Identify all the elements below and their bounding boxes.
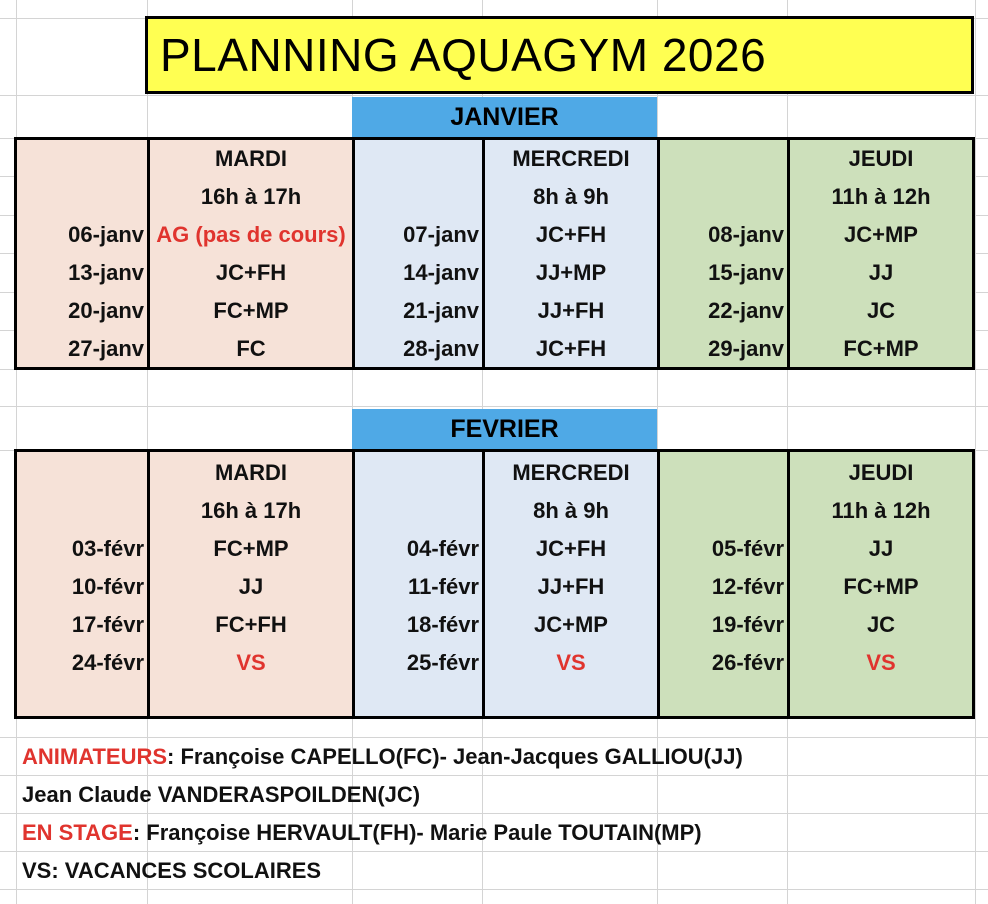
staff-cell[interactable]: VS bbox=[236, 650, 266, 675]
page-title: PLANNING AQUAGYM 2026 bbox=[160, 29, 767, 81]
legend-stage-label: EN STAGE bbox=[22, 820, 133, 845]
date-cell[interactable]: 08-janv bbox=[708, 222, 784, 247]
legend-stage-text: : Françoise HERVAULT(FH)- Marie Paule TOUTAIN(MP) bbox=[132, 820, 702, 845]
legend-en-stage[interactable] bbox=[22, 814, 702, 852]
day-label-mardi: MARDI bbox=[214, 146, 288, 171]
staff-cell[interactable]: JC+FH bbox=[535, 222, 607, 247]
staff-cell[interactable]: JJ bbox=[868, 260, 894, 285]
staff-cell[interactable]: JC+FH bbox=[535, 536, 607, 561]
date-cell[interactable]: 12-févr bbox=[711, 574, 784, 599]
staff-cell[interactable]: AG (pas de cours) bbox=[156, 222, 346, 247]
thursday-staff-column bbox=[790, 452, 972, 716]
date-cell[interactable]: 21-janv bbox=[403, 298, 479, 323]
hours-label: 8h à 9h bbox=[533, 498, 609, 523]
date-cell[interactable]: 19-févr bbox=[711, 612, 784, 637]
legend-animateurs-label: ANIMATEURS bbox=[22, 744, 168, 769]
date-cell[interactable]: 03-févr bbox=[71, 536, 144, 561]
staff-cell[interactable]: VS bbox=[556, 650, 586, 675]
date-cell[interactable]: 28-janv bbox=[403, 336, 479, 361]
staff-cell[interactable]: JC+MP bbox=[534, 612, 608, 637]
thursday-date-column bbox=[660, 452, 790, 716]
staff-cell[interactable]: FC+MP bbox=[843, 336, 919, 361]
grid-row-line bbox=[0, 406, 988, 407]
legend-animateurs[interactable] bbox=[22, 738, 743, 776]
month-header-janvier[interactable]: JANVIER bbox=[352, 97, 657, 137]
staff-cell[interactable]: FC+MP bbox=[213, 536, 289, 561]
staff-cell[interactable]: JJ+MP bbox=[535, 260, 607, 285]
month-header-fevrier[interactable]: FEVRIER bbox=[352, 409, 657, 449]
date-cell[interactable]: 07-janv bbox=[403, 222, 479, 247]
grid-col-line bbox=[975, 0, 976, 904]
legend-animateurs-line2[interactable]: Jean Claude VANDERASPOILDEN(JC) bbox=[22, 782, 421, 807]
title-banner[interactable] bbox=[145, 16, 974, 94]
date-cell[interactable]: 29-janv bbox=[708, 336, 784, 361]
hours-label: 16h à 17h bbox=[200, 184, 302, 209]
day-label-jeudi: JEUDI bbox=[848, 146, 914, 171]
tuesday-date-column bbox=[17, 140, 150, 367]
legend-animateurs-text: : Françoise CAPELLO(FC)- Jean-Jacques GALLIOU(JJ) bbox=[167, 744, 743, 769]
hours-label: 11h à 12h bbox=[831, 184, 931, 209]
staff-cell[interactable]: FC+MP bbox=[213, 298, 289, 323]
hours-label: 11h à 12h bbox=[831, 498, 931, 523]
date-cell[interactable]: 18-févr bbox=[406, 612, 479, 637]
wednesday-staff-column bbox=[485, 140, 660, 367]
staff-cell[interactable]: FC bbox=[236, 336, 266, 361]
day-label-mercredi: MERCREDI bbox=[512, 146, 630, 171]
hours-label: 16h à 17h bbox=[200, 498, 302, 523]
date-cell[interactable]: 06-janv bbox=[68, 222, 144, 247]
date-cell[interactable]: 25-févr bbox=[406, 650, 479, 675]
tuesday-staff-column bbox=[150, 452, 355, 716]
wednesday-date-column bbox=[355, 140, 485, 367]
schedule-table-fevrier bbox=[14, 449, 975, 719]
thursday-staff-column bbox=[790, 140, 972, 367]
staff-cell[interactable]: JC bbox=[866, 612, 896, 637]
day-label-mercredi: MERCREDI bbox=[512, 460, 630, 485]
staff-cell[interactable]: JJ+FH bbox=[537, 298, 605, 323]
staff-cell[interactable]: JC+FH bbox=[535, 336, 607, 361]
hours-label: 8h à 9h bbox=[533, 184, 609, 209]
staff-cell[interactable]: JC+MP bbox=[844, 222, 918, 247]
staff-cell[interactable]: JJ bbox=[868, 536, 894, 561]
staff-cell[interactable]: JC+FH bbox=[215, 260, 287, 285]
tuesday-staff-column bbox=[150, 140, 355, 367]
date-cell[interactable]: 04-févr bbox=[406, 536, 479, 561]
grid-row-line bbox=[0, 95, 988, 96]
thursday-date-column bbox=[660, 140, 790, 367]
tuesday-date-column bbox=[17, 452, 150, 716]
date-cell[interactable]: 14-janv bbox=[403, 260, 479, 285]
wednesday-staff-column bbox=[485, 452, 660, 716]
staff-cell[interactable]: FC+FH bbox=[215, 612, 287, 637]
date-cell[interactable]: 05-févr bbox=[711, 536, 784, 561]
staff-cell[interactable]: JC bbox=[866, 298, 896, 323]
staff-cell[interactable]: VS bbox=[866, 650, 896, 675]
date-cell[interactable]: 27-janv bbox=[68, 336, 144, 361]
date-cell[interactable]: 13-janv bbox=[68, 260, 144, 285]
date-cell[interactable]: 20-janv bbox=[68, 298, 144, 323]
date-cell[interactable]: 17-févr bbox=[71, 612, 144, 637]
day-label-jeudi: JEUDI bbox=[848, 460, 914, 485]
date-cell[interactable]: 15-janv bbox=[708, 260, 784, 285]
date-cell[interactable]: 10-févr bbox=[71, 574, 144, 599]
schedule-table-janvier bbox=[14, 137, 975, 370]
date-cell[interactable]: 11-févr bbox=[408, 574, 479, 599]
staff-cell[interactable]: JJ+FH bbox=[537, 574, 605, 599]
date-cell[interactable]: 22-janv bbox=[708, 298, 784, 323]
legend-vacances-scolaires[interactable]: VS: VACANCES SCOLAIRES bbox=[22, 858, 322, 883]
staff-cell[interactable]: FC+MP bbox=[843, 574, 919, 599]
day-label-mardi: MARDI bbox=[214, 460, 288, 485]
staff-cell[interactable]: JJ bbox=[238, 574, 264, 599]
wednesday-date-column bbox=[355, 452, 485, 716]
date-cell[interactable]: 26-févr bbox=[711, 650, 784, 675]
date-cell[interactable]: 24-févr bbox=[71, 650, 144, 675]
